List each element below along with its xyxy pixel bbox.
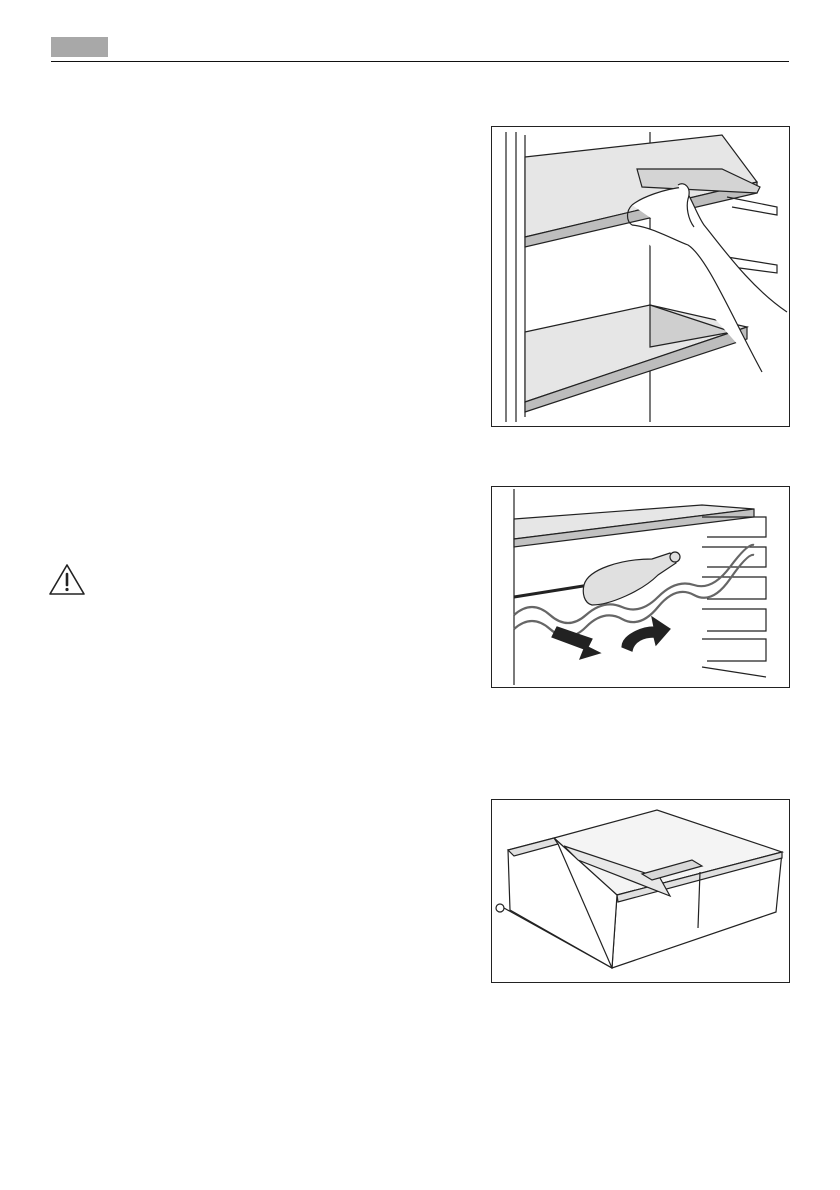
warning-triangle-icon (47, 562, 87, 598)
header-rule (51, 61, 789, 62)
crisper-drawer-illustration (491, 799, 790, 983)
bottle-rack-illustration (491, 486, 790, 688)
header-section-tab (51, 37, 108, 57)
shelf-removal-illustration (491, 126, 790, 427)
